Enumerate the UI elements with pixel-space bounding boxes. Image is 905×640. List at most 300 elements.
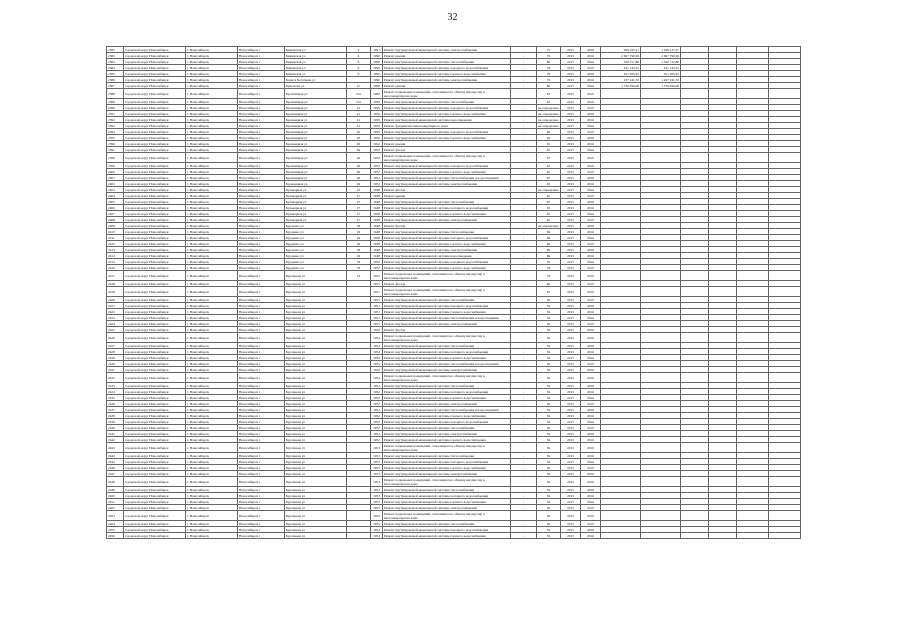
table-cell: г. Новосибирск bbox=[186, 443, 238, 453]
table-cell: 2015 bbox=[561, 487, 581, 493]
table-cell: 2408 bbox=[107, 217, 124, 223]
table-cell: 2016 bbox=[581, 431, 601, 437]
table-cell: 2446 bbox=[107, 465, 124, 471]
table-cell: 2381 bbox=[107, 47, 124, 53]
table-cell: 2432 bbox=[107, 373, 124, 383]
table-cell: 2452 bbox=[107, 505, 124, 511]
table-cell: 1956 bbox=[371, 129, 383, 135]
table-cell: городской округ Новосибирск bbox=[124, 511, 186, 521]
table-cell: городской округ Новосибирск bbox=[124, 175, 186, 181]
table-cell bbox=[641, 533, 681, 539]
table-cell: 2016 bbox=[581, 193, 601, 199]
table-cell: 2015 bbox=[561, 247, 581, 253]
table-cell: Новосибирск г bbox=[238, 527, 285, 533]
table-cell: городской округ Новосибирск bbox=[124, 443, 186, 453]
table-cell: 59 bbox=[537, 327, 561, 333]
table-cell: Бронницкая ул bbox=[285, 111, 347, 117]
table-cell: 65 bbox=[537, 175, 561, 181]
table-cell: Новосибирск г bbox=[238, 511, 285, 521]
table-cell: 2015 bbox=[561, 303, 581, 309]
table-cell bbox=[511, 271, 537, 281]
table-cell: 2016 bbox=[581, 367, 601, 373]
table-cell bbox=[601, 443, 641, 453]
table-cell: 2421 bbox=[107, 303, 124, 309]
table-cell: 2015 bbox=[561, 141, 581, 147]
table-cell: 2016 bbox=[581, 271, 601, 281]
table-cell: 2440 bbox=[107, 425, 124, 431]
table-cell: 69 bbox=[537, 253, 561, 259]
table-cell bbox=[681, 511, 709, 521]
table-cell: г. Новосибирск bbox=[186, 65, 238, 71]
table-cell: 59 bbox=[537, 303, 561, 309]
table-cell: Бурлацкая ул bbox=[285, 505, 347, 511]
table-cell: 2419 bbox=[107, 287, 124, 297]
table-cell: городской округ Новосибирск bbox=[124, 459, 186, 465]
table-cell: Новосибирск г bbox=[238, 499, 285, 505]
table-cell: Бижевская ул bbox=[285, 53, 347, 59]
table-cell: 2015 bbox=[561, 383, 581, 389]
table-cell bbox=[769, 373, 801, 383]
table-cell: 2417 bbox=[107, 271, 124, 281]
table-cell: Ремонт внутридомовой инженерной системы электроснабжения bbox=[383, 431, 511, 437]
table-cell: Бурденко ул bbox=[285, 229, 347, 235]
table-cell: 65 bbox=[537, 141, 561, 147]
table-cell: 59 bbox=[537, 465, 561, 471]
table-cell: 2015 bbox=[561, 367, 581, 373]
table-cell: Бронницкая ул bbox=[285, 169, 347, 175]
table-cell: г. Новосибирск bbox=[186, 343, 238, 349]
table-cell: 2016 bbox=[581, 453, 601, 459]
table-cell: Новосибирск г bbox=[238, 89, 285, 99]
table-cell: 87 bbox=[537, 89, 561, 99]
table-cell: Новосибирск г bbox=[238, 65, 285, 71]
table-cell: г. Новосибирск bbox=[186, 181, 238, 187]
table-cell: 2015 bbox=[561, 527, 581, 533]
table-cell: 49 bbox=[347, 153, 371, 163]
table-cell: 59 bbox=[537, 401, 561, 407]
table-cell: 1952 bbox=[371, 407, 383, 413]
table-cell: 1951 bbox=[371, 303, 383, 309]
table-cell: 421 145,01 bbox=[601, 65, 641, 71]
table-cell: - bbox=[511, 117, 537, 123]
table-cell: городской округ Новосибирск bbox=[124, 199, 186, 205]
table-cell: 2437 bbox=[107, 407, 124, 413]
table-cell: г. Новосибирск bbox=[186, 117, 238, 123]
table-cell: Ремонт внутридомовой инженерной системы горячего водоснабжения bbox=[383, 241, 511, 247]
table-cell: 2016 bbox=[581, 395, 601, 401]
table-cell: 2016 bbox=[581, 217, 601, 223]
table-cell: Новосибирск г bbox=[238, 169, 285, 175]
table-cell: Новосибирск г bbox=[238, 297, 285, 303]
table-cell: 49 bbox=[347, 181, 371, 187]
table-cell: 1954 bbox=[371, 367, 383, 373]
table-cell: 2016 bbox=[581, 89, 601, 99]
table-cell: 1954 bbox=[371, 511, 383, 521]
table-cell: 59 bbox=[537, 407, 561, 413]
table-cell: 79 bbox=[537, 259, 561, 265]
table-cell: 2015 bbox=[561, 99, 581, 105]
table-cell: 59 bbox=[537, 499, 561, 505]
table-cell: Бижевская ул bbox=[285, 71, 347, 77]
table-cell: 1952 bbox=[371, 163, 383, 169]
table-cell: Новосибирск г bbox=[238, 281, 285, 287]
table-cell: 2016 bbox=[581, 169, 601, 175]
table-cell bbox=[737, 287, 769, 297]
table-cell: 59 bbox=[537, 383, 561, 389]
table-cell: 1952 bbox=[371, 419, 383, 425]
table-cell: г. Новосибирск bbox=[186, 361, 238, 367]
table-cell: 2015 bbox=[561, 105, 581, 111]
table-cell: городской округ Новосибирск bbox=[124, 89, 186, 99]
table-cell: 2016 bbox=[581, 229, 601, 235]
table-cell: 2016 bbox=[581, 349, 601, 355]
table-cell: 1990 bbox=[371, 53, 383, 59]
table-cell: 2016 bbox=[581, 499, 601, 505]
table-cell: 2015 bbox=[561, 265, 581, 271]
table-cell: 59 bbox=[537, 343, 561, 349]
table-cell: не определено bbox=[538, 105, 559, 110]
table-cell: 59 bbox=[537, 389, 561, 395]
table-cell: Новосибирск г bbox=[238, 141, 285, 147]
table-cell: 80 bbox=[537, 83, 561, 89]
table-cell: - bbox=[511, 395, 537, 401]
table-cell: городской округ Новосибирск bbox=[124, 187, 186, 193]
table-cell: Ремонт внутридомовой инженерной системы горячего водоснабжения bbox=[383, 395, 511, 401]
table-cell: г. Новосибирск bbox=[186, 471, 238, 477]
table-cell: 1948 bbox=[371, 247, 383, 253]
table-cell: Новосибирск г bbox=[238, 217, 285, 223]
table-cell: Новосибирск г bbox=[238, 253, 285, 259]
table-cell: Ремонт внутридомовой инженерной системы теплоснабжения и водоотведения bbox=[383, 407, 511, 413]
table-cell: 2016 bbox=[581, 117, 601, 123]
table-cell bbox=[709, 89, 737, 99]
table-cell: Ремонт внутридомовой инженерной системы холодного водоснабжения bbox=[383, 235, 511, 241]
table-cell bbox=[681, 287, 709, 297]
table-cell: - bbox=[511, 321, 537, 327]
table-cell: 2015 bbox=[561, 169, 581, 175]
table-cell: 41 bbox=[347, 111, 371, 117]
table-cell: городской округ Новосибирск bbox=[124, 303, 186, 309]
table-cell: 237 241,53 bbox=[601, 77, 641, 83]
table-cell bbox=[511, 373, 537, 383]
table-cell: 2434 bbox=[107, 389, 124, 395]
table-cell: Новосибирск г bbox=[238, 187, 285, 193]
table-cell: Бурденко ул bbox=[285, 235, 347, 241]
table-cell bbox=[737, 153, 769, 163]
table-cell: г. Новосибирск bbox=[186, 235, 238, 241]
table-cell: 1948 bbox=[371, 241, 383, 247]
table-cell bbox=[601, 271, 641, 281]
table-cell: Бульварная ул bbox=[285, 205, 347, 211]
table-cell: 1990 bbox=[371, 71, 383, 77]
table-cell: 2015 bbox=[561, 129, 581, 135]
table-cell: Новосибирск г bbox=[238, 487, 285, 493]
table-cell: городской округ Новосибирск bbox=[124, 327, 186, 333]
table-row bbox=[107, 153, 801, 163]
table-cell: 1953 bbox=[371, 493, 383, 499]
table-cell: 59 bbox=[537, 309, 561, 315]
table-cell: городской округ Новосибирск bbox=[124, 217, 186, 223]
table-cell: 65 bbox=[537, 205, 561, 211]
table-cell: 2015 bbox=[561, 315, 581, 321]
table-cell: - bbox=[511, 71, 537, 77]
table-cell: Ремонт внутридомовой инженерной системы электроснабжения bbox=[383, 47, 511, 53]
table-cell: городской округ Новосибирск bbox=[124, 105, 186, 111]
table-cell: - bbox=[511, 437, 537, 443]
table-cell: г. Новосибирск bbox=[186, 395, 238, 401]
table-cell: 2427 bbox=[107, 343, 124, 349]
table-cell: 2455 bbox=[107, 527, 124, 533]
table-cell: г. Новосибирск bbox=[186, 281, 238, 287]
table-cell: 69 bbox=[537, 247, 561, 253]
table-cell: городской округ Новосибирск bbox=[124, 373, 186, 383]
table-cell: 2015 bbox=[561, 259, 581, 265]
table-cell: Бурлацкая ул bbox=[285, 413, 347, 419]
table-cell: 2015 bbox=[561, 343, 581, 349]
table-cell: 2015 bbox=[561, 443, 581, 453]
table-cell: 2016 bbox=[581, 281, 601, 287]
table-cell bbox=[511, 287, 537, 297]
table-cell: Бурлацкая ул bbox=[285, 459, 347, 465]
table-cell: г. Новосибирск bbox=[186, 401, 238, 407]
table-cell: 2400 bbox=[107, 169, 124, 175]
table-cell: 76 bbox=[347, 265, 371, 271]
table-cell: - bbox=[511, 53, 537, 59]
table-cell: 2415 bbox=[107, 259, 124, 265]
table-cell: 2394 bbox=[107, 129, 124, 135]
table-cell: городской округ Новосибирск bbox=[124, 253, 186, 259]
table-row bbox=[107, 533, 801, 539]
table-cell: 2016 bbox=[581, 241, 601, 247]
table-cell: 2016 bbox=[581, 181, 601, 187]
table-cell bbox=[347, 533, 371, 539]
table-cell: 1991 bbox=[371, 47, 383, 53]
table-cell: 1990 bbox=[371, 83, 383, 89]
table-cell: Бульварная ул bbox=[285, 193, 347, 199]
table-cell: Ремонт внутридомовой инженерной системы электроснабжения bbox=[383, 367, 511, 373]
table-cell bbox=[709, 511, 737, 521]
table-cell: 1954 bbox=[371, 361, 383, 367]
table-cell: 2015 bbox=[561, 505, 581, 511]
table-cell: 2015 bbox=[561, 71, 581, 77]
table-cell: г. Новосибирск bbox=[186, 129, 238, 135]
table-cell: Бурлацкая ул bbox=[285, 287, 347, 297]
table-cell: - bbox=[511, 253, 537, 259]
table-cell: городской округ Новосибирск bbox=[124, 223, 186, 229]
table-cell: 2016 bbox=[581, 205, 601, 211]
table-row bbox=[107, 511, 801, 521]
table-cell: Бурденко ул bbox=[285, 223, 347, 229]
table-cell: - bbox=[511, 281, 537, 287]
table-cell: 2015 bbox=[561, 321, 581, 327]
table-cell: Ремонт внутридомовой инженерной системы электроснабжения bbox=[383, 471, 511, 477]
table-cell: Ремонт внутридомовой инженерной системы холодного водоснабжения bbox=[383, 65, 511, 71]
table-cell bbox=[511, 153, 537, 163]
table-cell: городской округ Новосибирск bbox=[124, 235, 186, 241]
table-cell: г. Новосибирск bbox=[186, 419, 238, 425]
table-cell: - bbox=[511, 181, 537, 187]
table-cell: Бурденко ул bbox=[285, 253, 347, 259]
table-cell: Бурлацкая ул bbox=[285, 355, 347, 361]
table-cell: Бурлацкая ул bbox=[285, 471, 347, 477]
table-cell: 2015 bbox=[561, 407, 581, 413]
table-cell: г. Новосибирск bbox=[186, 169, 238, 175]
table-cell: 1953 bbox=[371, 477, 383, 487]
table-cell: - bbox=[511, 187, 537, 193]
table-cell: 2016 bbox=[581, 315, 601, 321]
table-cell: городской округ Новосибирск bbox=[124, 163, 186, 169]
table-cell: 2016 bbox=[581, 199, 601, 205]
table-cell: не определено bbox=[538, 187, 559, 192]
table-cell: 1 297 241,53 bbox=[641, 77, 681, 83]
table-cell: городской округ Новосибирск bbox=[124, 437, 186, 443]
table-cell: 6 bbox=[347, 59, 371, 65]
table-cell: Бронницкая ул bbox=[285, 117, 347, 123]
table-cell: Новосибирск г bbox=[238, 349, 285, 355]
table-cell: - bbox=[511, 533, 537, 539]
table-cell: 2015 bbox=[561, 309, 581, 315]
table-cell: Ремонт внутридомовой инженерной системы горячего водоснабжения bbox=[383, 413, 511, 419]
table-cell: - bbox=[511, 223, 537, 229]
table-cell bbox=[601, 373, 641, 383]
table-cell: Новосибирск г bbox=[238, 241, 285, 247]
table-cell: 1952 bbox=[371, 271, 383, 281]
table-cell: 2406 bbox=[107, 205, 124, 211]
table-row bbox=[107, 271, 801, 281]
table-cell: Бурденко ул bbox=[285, 259, 347, 265]
table-cell: Бурденко ул bbox=[285, 265, 347, 271]
table-cell: 2016 bbox=[581, 373, 601, 383]
table-cell: 1952 bbox=[371, 383, 383, 389]
table-cell: Новосибирск г bbox=[238, 153, 285, 163]
table-cell bbox=[681, 533, 709, 539]
table-cell: 1 756 490,06 bbox=[601, 83, 641, 89]
table-cell: Ремонт внутридомовой инженерной системы водоотведения bbox=[383, 253, 511, 259]
table-cell: 2016 bbox=[581, 321, 601, 327]
table-cell: 59 bbox=[537, 361, 561, 367]
table-cell bbox=[641, 271, 681, 281]
table-cell: 1954 bbox=[371, 533, 383, 539]
table-cell: Новосибирск г bbox=[238, 211, 285, 217]
table-cell: 49 bbox=[347, 169, 371, 175]
table-cell: 2423 bbox=[107, 315, 124, 321]
table-cell: Ремонт внутридомовой инженерной системы холодного водоснабжения bbox=[383, 527, 511, 533]
table-cell: 2015 bbox=[561, 297, 581, 303]
table-cell: Ремонт внутридомовой инженерной системы горячего водоснабжения bbox=[383, 465, 511, 471]
table-cell: 2016 bbox=[581, 83, 601, 89]
table-cell: - bbox=[511, 459, 537, 465]
table-cell: г. Новосибирск bbox=[186, 511, 238, 521]
table-cell: 2016 bbox=[581, 223, 601, 229]
table-cell: Ремонт внутридомовой инженерной системы холодного водоснабжения bbox=[383, 459, 511, 465]
table-cell: городской округ Новосибирск bbox=[124, 471, 186, 477]
table-cell: Бурлацкая ул bbox=[285, 343, 347, 349]
table-cell: Новосибирск г bbox=[238, 287, 285, 297]
table-cell: Ремонт подвальных помещений, относящихся к общему имуществу в многоквартирном доме bbox=[383, 333, 511, 343]
table-cell bbox=[737, 511, 769, 521]
table-cell: 87 bbox=[537, 287, 561, 297]
table-cell: городской округ Новосибирск bbox=[124, 343, 186, 349]
table-cell: Ремонт подвальных помещений, относящихся к общему имуществу в многоквартирном доме bbox=[383, 443, 511, 453]
table-row bbox=[107, 287, 801, 297]
table-cell: 79 bbox=[537, 65, 561, 71]
table-cell: 2015 bbox=[561, 181, 581, 187]
table-cell: - bbox=[511, 527, 537, 533]
table-cell: - bbox=[511, 419, 537, 425]
program-table-container bbox=[106, 46, 800, 539]
table-cell: 69 bbox=[537, 235, 561, 241]
table-cell: 2015 bbox=[561, 401, 581, 407]
table-cell: городской округ Новосибирск bbox=[124, 297, 186, 303]
table-cell: 2449 bbox=[107, 487, 124, 493]
table-cell: 2450 bbox=[107, 493, 124, 499]
table-cell bbox=[709, 271, 737, 281]
table-cell: 1948 bbox=[371, 205, 383, 211]
table-cell: г. Новосибирск bbox=[186, 47, 238, 53]
table-cell: г. Новосибирск bbox=[186, 59, 238, 65]
table-cell: Новосибирск г bbox=[238, 521, 285, 527]
table-cell: 59 bbox=[537, 333, 561, 343]
table-cell: 25а bbox=[347, 99, 371, 105]
table-cell: 41 bbox=[347, 123, 371, 129]
table-cell: 69 bbox=[537, 229, 561, 235]
table-cell: 1951 bbox=[371, 315, 383, 321]
table-cell: 2016 bbox=[581, 253, 601, 259]
table-cell: Ремонт внутридомовой инженерной системы горячего водоснабжения bbox=[383, 437, 511, 443]
table-cell bbox=[347, 477, 371, 487]
table-cell: Новосибирск г bbox=[238, 303, 285, 309]
table-cell: Новосибирск г bbox=[238, 181, 285, 187]
table-row bbox=[107, 373, 801, 383]
table-cell: городской округ Новосибирск bbox=[124, 211, 186, 217]
table-cell: 2015 bbox=[561, 77, 581, 83]
table-cell: Бурлацкая ул bbox=[285, 327, 347, 333]
table-cell: Ремонт внутридомовой инженерной системы электроснабжения bbox=[383, 181, 511, 187]
table-cell: г. Новосибирск bbox=[186, 287, 238, 297]
table-cell: г. Новосибирск bbox=[186, 309, 238, 315]
table-cell: 2016 bbox=[581, 53, 601, 59]
table-cell: Бурлацкая ул bbox=[285, 425, 347, 431]
table-cell: 2385 bbox=[107, 71, 124, 77]
table-cell: - bbox=[511, 163, 537, 169]
table-cell: Новосибирск г bbox=[238, 383, 285, 389]
table-cell: Ремонт крыши bbox=[383, 141, 511, 147]
table-cell: 1952 bbox=[371, 175, 383, 181]
table-cell: Бурлацкая ул bbox=[285, 361, 347, 367]
table-cell: - bbox=[511, 217, 537, 223]
table-cell: - bbox=[511, 47, 537, 53]
table-cell: 6 bbox=[347, 65, 371, 71]
table-cell: 2 697 790,09 bbox=[641, 53, 681, 59]
table-cell: 2438 bbox=[107, 413, 124, 419]
table-cell: Новосибирск г bbox=[238, 265, 285, 271]
table-cell: Новосибирск г bbox=[238, 193, 285, 199]
table-cell: 2429 bbox=[107, 355, 124, 361]
table-cell bbox=[769, 287, 801, 297]
page-number: 32 bbox=[447, 12, 458, 23]
table-cell bbox=[641, 287, 681, 297]
table-cell: городской округ Новосибирск bbox=[124, 499, 186, 505]
table-cell: городской округ Новосибирск bbox=[124, 355, 186, 361]
table-cell: 65 bbox=[537, 217, 561, 223]
table-cell: 1952 bbox=[371, 181, 383, 187]
table-cell: г. Новосибирск bbox=[186, 333, 238, 343]
table-cell: 2448 bbox=[107, 477, 124, 487]
table-cell: 1951 bbox=[371, 287, 383, 297]
table-cell: 69 bbox=[537, 241, 561, 247]
table-cell: Бурлацкая ул bbox=[285, 303, 347, 309]
table-cell: 1952 bbox=[371, 389, 383, 395]
